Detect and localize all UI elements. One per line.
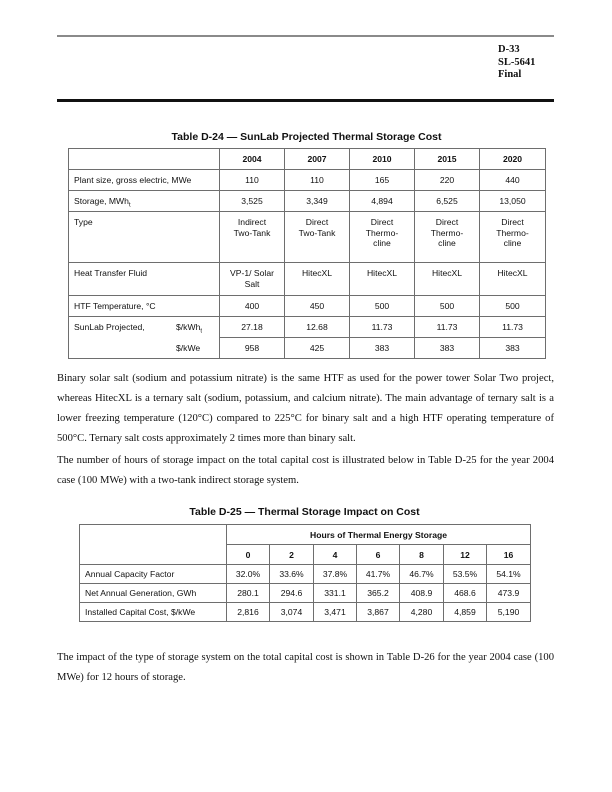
cell: 6,525: [415, 191, 480, 212]
cell: 46.7%: [400, 565, 444, 584]
cell: 27.18: [220, 317, 285, 338]
column-header: 2007: [285, 149, 350, 170]
cell: 33.6%: [270, 565, 314, 584]
cell: 500: [350, 296, 415, 317]
cell: 3,074: [270, 603, 314, 622]
row-label: Net Annual Generation, GWh: [80, 584, 227, 603]
cell: 3,349: [285, 191, 350, 212]
cell: 11.73: [480, 317, 546, 338]
group-header: Hours of Thermal Energy Storage: [227, 525, 531, 545]
cell: 32.0%: [227, 565, 270, 584]
cell: 3,867: [357, 603, 400, 622]
cell: 400: [220, 296, 285, 317]
cell: HitecXL: [480, 263, 546, 296]
cell: 165: [350, 170, 415, 191]
cell: 500: [415, 296, 480, 317]
header-rule-bottom: [57, 99, 554, 102]
cell: 365.2: [357, 584, 400, 603]
table-row: [69, 296, 546, 317]
cell: 440: [480, 170, 546, 191]
cell: 4,280: [400, 603, 444, 622]
cell: 5,190: [487, 603, 531, 622]
cell: 110: [285, 170, 350, 191]
table-d24-title: Table D-24 — SunLab Projected Thermal Storage Cost: [171, 131, 442, 143]
table-row: [80, 603, 531, 622]
cell: Direct Thermo- cline: [480, 212, 546, 263]
table-row: [80, 584, 531, 603]
column-header: 2: [270, 545, 314, 565]
column-header: 0: [227, 545, 270, 565]
cell: 500: [480, 296, 546, 317]
row-label: SunLab Projected, $/kWh$_t$: [69, 317, 220, 338]
cell: 41.7%: [357, 565, 400, 584]
row-label: Plant size, gross electric, MWe: [69, 170, 220, 191]
row-label: HTF Temperature, °C: [69, 296, 220, 317]
cell: 331.1: [314, 584, 357, 603]
cell: HitecXL: [285, 263, 350, 296]
cell: 54.1%: [487, 565, 531, 584]
unit-label: $/kWe: [176, 342, 201, 353]
cell: 37.8%: [314, 565, 357, 584]
table-header-row: [69, 149, 546, 170]
table-row: [69, 338, 546, 359]
cell: 4,894: [350, 191, 415, 212]
cell: 294.6: [270, 584, 314, 603]
cell: 280.1: [227, 584, 270, 603]
cell: Indirect Two-Tank: [220, 212, 285, 263]
cell: HitecXL: [415, 263, 480, 296]
cell: 468.6: [444, 584, 487, 603]
table-row: [69, 191, 546, 212]
column-header: 12: [444, 545, 487, 565]
cell: 450: [285, 296, 350, 317]
cell: Direct Thermo- cline: [415, 212, 480, 263]
paragraph-storage-hours: The number of hours of storage impact on the total capital cost is illustrated below in Table D-25 for the year 2004 case (100 MWe) with a two-tank indirect storage system.: [57, 455, 554, 486]
row-label: [69, 338, 220, 359]
cell: 408.9: [400, 584, 444, 603]
table-row: [80, 565, 531, 584]
document-status: Final: [498, 69, 522, 80]
corner-cell: [69, 149, 220, 170]
row-label: Installed Capital Cost, $/kWe: [80, 603, 227, 622]
column-header: 2015: [415, 149, 480, 170]
column-header: 2010: [350, 149, 415, 170]
cell: 220: [415, 170, 480, 191]
paragraph-storage-type: The impact of the type of storage system on the total capital cost is shown in Table D-26 for the year 2004 case (100 MWe) for 12 hours of storage.: [57, 652, 554, 683]
column-header: 2004: [220, 149, 285, 170]
table-d25: [79, 524, 531, 622]
cell: 3,471: [314, 603, 357, 622]
row-label: Heat Transfer Fluid: [69, 263, 220, 296]
cell: 11.73: [350, 317, 415, 338]
column-header: 6: [357, 545, 400, 565]
cell: 110: [220, 170, 285, 191]
cell: 3,525: [220, 191, 285, 212]
table-d24: [68, 148, 546, 359]
row-label: Type: [69, 212, 220, 263]
paragraph-salt-comparison: Binary solar salt (sodium and potassium nitrate) is the same HTF as used for the power tower Solar Two project, whereas HitecXL is a ternary salt (sodium, potassium, and calcium nitrate). The main advantage of ternary salt is a lower freezing temperature (120°C) compared to 225°C for binary salt and a high HTF operating temperature of 500°C. Ternary salt costs approximately 2 times more than binary salt.: [57, 373, 554, 444]
unit-label: $/kWh$_t$: [176, 322, 203, 335]
header-rule-top: [57, 35, 554, 37]
cell: 11.73: [415, 317, 480, 338]
table-group-header-row: [80, 525, 531, 545]
cell: 13,050: [480, 191, 546, 212]
cell: 53.5%: [444, 565, 487, 584]
table-d25-title: Table D-25 — Thermal Storage Impact on Cost: [189, 506, 420, 518]
column-header: 2020: [480, 149, 546, 170]
cell: Direct Two-Tank: [285, 212, 350, 263]
column-header: 8: [400, 545, 444, 565]
corner-cell: [80, 525, 227, 565]
cell: Direct Thermo- cline: [350, 212, 415, 263]
report-id: SL-5641: [498, 56, 536, 68]
table-row: [69, 263, 546, 296]
cell: 383: [350, 338, 415, 359]
row-label: Annual Capacity Factor: [80, 565, 227, 584]
table-row: [69, 170, 546, 191]
cell: 383: [415, 338, 480, 359]
column-header: 4: [314, 545, 357, 565]
cell: 2,816: [227, 603, 270, 622]
column-header: 16: [487, 545, 531, 565]
cell: 12.68: [285, 317, 350, 338]
cell: 383: [480, 338, 546, 359]
cell: HitecXL: [350, 263, 415, 296]
cell: 958: [220, 338, 285, 359]
cell: VP-1/ Solar Salt: [220, 263, 285, 296]
cell: 425: [285, 338, 350, 359]
cell: 473.9: [487, 584, 531, 603]
table-row: [69, 212, 546, 263]
document-identifier: [498, 44, 535, 82]
table-row: [69, 317, 546, 338]
page-number: D-33: [498, 44, 520, 55]
row-label: Storage, MWh$_t$: [69, 191, 220, 212]
cell: 4,859: [444, 603, 487, 622]
